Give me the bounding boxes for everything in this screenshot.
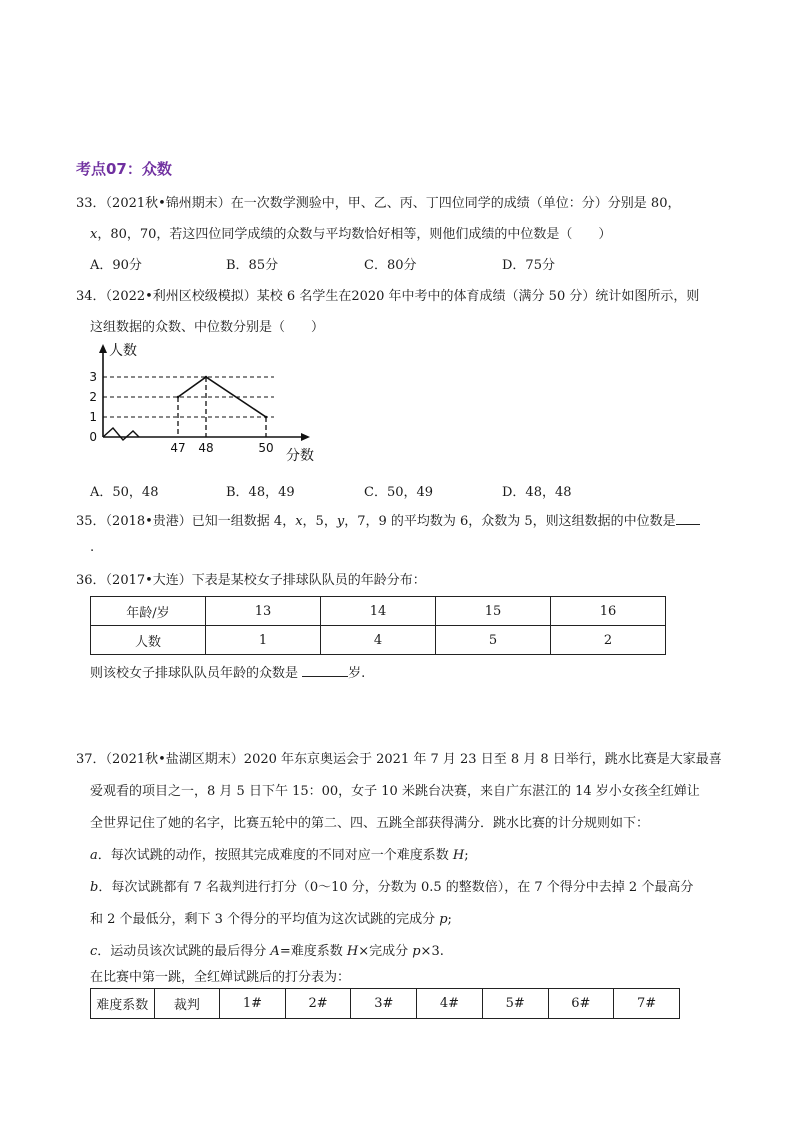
q34-option-d: D．48，48 [502, 485, 572, 500]
table-row [91, 626, 666, 655]
y-tick-label: 3 [89, 370, 97, 384]
section-title: 考点07：众数 [76, 160, 172, 178]
var-h: H [346, 944, 359, 959]
q34-option-c: C．50，49 [364, 485, 434, 500]
table-cell: 2# [285, 989, 351, 1019]
table-cell: 16 [550, 597, 665, 626]
age-table [90, 596, 666, 655]
rule-b-text: ．每次试跳都有 7 名裁判进行打分（0～10 分，分数为 0.5 的整数倍），在 7 个得分中去掉 2 个最高分 [98, 880, 694, 895]
var-p: p [439, 912, 448, 927]
table-cell: 1# [220, 989, 286, 1019]
y-axis-label: 人数 [109, 343, 137, 359]
line-chart [82, 338, 332, 468]
rule-a-end: ; [464, 848, 469, 863]
var-x: x [295, 514, 303, 529]
x-tick-label: 50 [258, 441, 274, 455]
data-point [265, 416, 268, 419]
q35-mid: ，5， [302, 514, 337, 529]
rule-c-end: ×3. [420, 944, 444, 959]
q33-option-c: C．80分 [364, 258, 417, 273]
table-cell: 4# [417, 989, 483, 1019]
table-cell: 7# [614, 989, 680, 1019]
table-cell: 年龄/岁 [91, 597, 206, 626]
x-tick-label: 47 [170, 441, 186, 455]
answer-blank [302, 664, 348, 677]
y-tick-label: 2 [89, 390, 97, 404]
q37-line1: 37．（2021秋•盐湖区期末）2020 年东京奥运会于 2021 年 7 月 23 日至 8 月 8 日举行，跳水比赛是大家最喜 [76, 752, 722, 767]
q37-rule-b [90, 876, 693, 895]
q33-option-a: A．90分 [90, 258, 142, 273]
table-cell: 1 [206, 626, 321, 655]
label-c: c [90, 944, 98, 959]
label-a: a [90, 848, 98, 863]
q35-line1 [76, 510, 700, 529]
q33-line2-text: ，80，70，若这四位同学成绩的众数与平均数恰好相等，则他们成绩的中位数是（ ） [97, 227, 612, 242]
q36-after [90, 662, 365, 681]
data-point [205, 376, 208, 379]
rule-c-text: ．运动员该次试跳的最后得分 [97, 944, 271, 959]
score-table [90, 988, 680, 1019]
table-row [91, 597, 666, 626]
q34-line1: 34．（2022•利州区校级模拟）某校 6 名学生在2020 年中考中的体育成绩（满分 50 分）统计如图所示，则 [76, 289, 700, 304]
q35-suffix: ，7，9 的平均数为 6，众数为 5，则这组数据的中位数是 [344, 514, 676, 529]
table-cell: 难度系数 [91, 989, 155, 1019]
var-h: H [452, 848, 465, 863]
table-cell: 裁判 [154, 989, 220, 1019]
q35-prefix: 35．（2018•贵港）已知一组数据 4， [76, 514, 296, 529]
q36-unit: 岁. [348, 666, 366, 681]
data-point [177, 396, 180, 399]
table-cell: 14 [320, 597, 435, 626]
table-cell: 15 [435, 597, 550, 626]
table-cell: 13 [206, 597, 321, 626]
label-b: b [90, 880, 99, 895]
y-axis-arrow [99, 344, 107, 353]
q33-option-d: D．75分 [502, 258, 555, 273]
q35-end: . [90, 540, 95, 555]
q36-line1: 36．（2017•大连）下表是某校女子排球队队员的年龄分布： [76, 573, 426, 588]
table-row [91, 989, 680, 1019]
var-a: A [270, 944, 280, 959]
table-cell: 3# [351, 989, 417, 1019]
rule-b-end: ; [447, 912, 452, 927]
q33-line1: 33．（2021秋•锦州期末）在一次数学测验中，甲、乙、丙、丁四位同学的成绩（单位：分）分别是 80， [76, 196, 681, 211]
q37-line2: 爱观看的项目之一，8 月 5 日下午 15：00，女子 10 米跳台决赛，来自广东湛江的 14 岁小女孩全红婵让 [90, 784, 700, 799]
table-cell: 5# [482, 989, 548, 1019]
table-cell: 4 [320, 626, 435, 655]
x-tick-label: 48 [198, 441, 214, 455]
table-cell: 2 [550, 626, 665, 655]
q34-line2: 这组数据的众数、中位数分别是（ ） [90, 320, 325, 335]
q33-option-b: B．85分 [226, 258, 279, 273]
q37-rule-a [90, 844, 469, 863]
rule-c-mid1: =难度系数 [279, 944, 347, 959]
rule-a-text: ．每次试跳的动作，按照其完成难度的不同对应一个难度系数 [97, 848, 453, 863]
x-axis-label: 分数 [286, 448, 314, 464]
table-cell: 5 [435, 626, 550, 655]
q34-option-b: B．48，49 [226, 485, 295, 500]
answer-blank [676, 512, 700, 525]
q37-rule-b-line2 [90, 908, 452, 927]
y-tick-label: 1 [89, 410, 97, 424]
rule-c-mid2: ×完成分 [358, 944, 413, 959]
table-cell: 人数 [91, 626, 206, 655]
var-y: y [336, 514, 345, 529]
table-cell: 6# [548, 989, 614, 1019]
y-tick-label: 0 [89, 430, 97, 444]
q37-table-intro: 在比赛中第一跳，全红婵试跳后的打分表为： [90, 970, 351, 985]
q37-rule-c [90, 940, 444, 959]
rule-b-line2-text: 和 2 个最低分，剩下 3 个得分的平均值为这次试跳的完成分 [90, 912, 440, 927]
axis-break [103, 428, 139, 440]
q36-after-text: 则该校女子排球队队员年龄的众数是 [90, 666, 299, 681]
x-axis-arrow [301, 433, 310, 441]
var-p: p [412, 944, 421, 959]
q33-line2 [90, 223, 611, 242]
var-x: x [90, 227, 98, 242]
q37-line3: 全世界记住了她的名字，比赛五轮中的第二、四、五跳全部获得满分．跳水比赛的计分规则如下： [90, 816, 650, 831]
q34-option-a: A．50，48 [90, 485, 159, 500]
